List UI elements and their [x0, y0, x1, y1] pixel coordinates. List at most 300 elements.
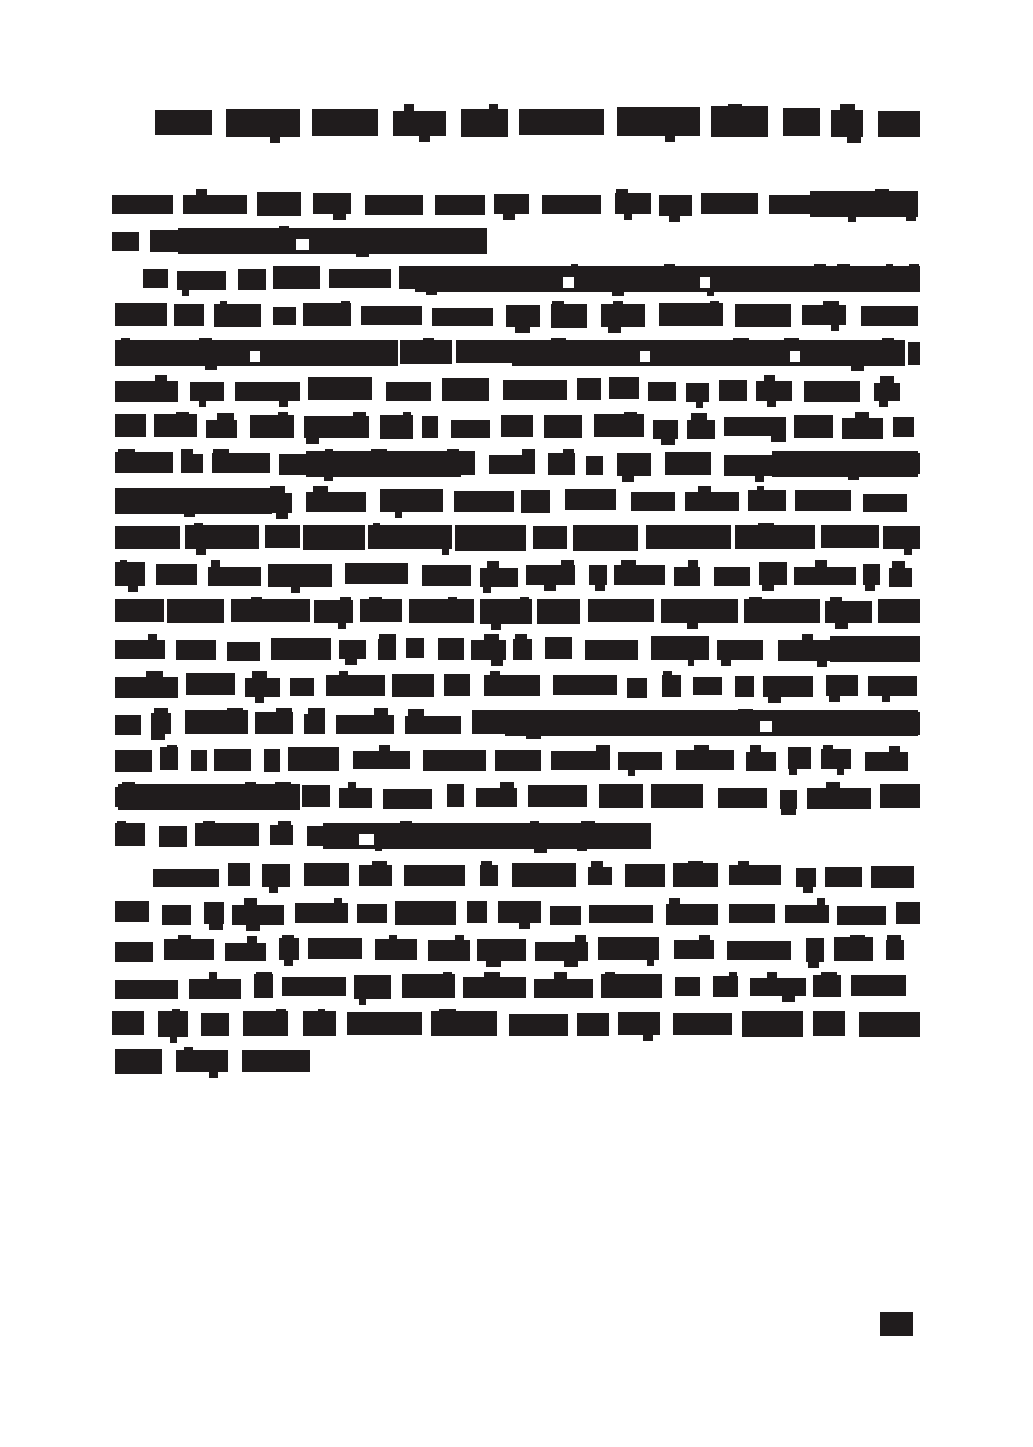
illegible-text-blob [528, 785, 587, 807]
illegible-text-blob [804, 381, 861, 401]
illegible-text-blob [403, 412, 411, 421]
illegible-text-blob [442, 378, 488, 401]
illegible-text-blob [247, 936, 257, 945]
illegible-text-blob [618, 752, 662, 771]
illegible-text-blob [759, 562, 786, 585]
illegible-text-blob [341, 301, 349, 310]
illegible-text-blob [750, 745, 761, 754]
illegible-text-blob [209, 1070, 219, 1078]
illegible-text-blob [273, 266, 320, 289]
illegible-text-blob [115, 414, 146, 437]
illegible-text-blob [423, 338, 434, 347]
illegible-text-blob [519, 109, 604, 135]
redacted-text-line [115, 710, 920, 737]
illegible-text-blob [220, 301, 228, 310]
illegible-text-blob [128, 584, 138, 592]
illegible-text-blob [443, 972, 452, 981]
illegible-text-blob [738, 861, 749, 870]
illegible-text-blob [455, 525, 525, 551]
illegible-text-blob [643, 1033, 653, 1041]
illegible-text-blob [442, 547, 449, 555]
illegible-text-blob [490, 671, 500, 680]
illegible-text-blob [345, 657, 356, 665]
illegible-text-blob [648, 382, 676, 401]
illegible-text-blob [167, 745, 177, 754]
illegible-text-blob [721, 658, 731, 666]
illegible-text-blob [422, 416, 439, 438]
illegible-text-blob [861, 306, 919, 326]
illegible-text-blob [534, 979, 593, 998]
illegible-text-blob [813, 1011, 844, 1036]
illegible-text-blob [617, 453, 651, 475]
illegible-text-blob [735, 525, 815, 549]
illegible-text-blob [227, 708, 242, 717]
redacted-text-line [115, 1049, 310, 1075]
illegible-text-blob [621, 560, 636, 569]
text-gap [790, 351, 800, 362]
illegible-text-blob [821, 525, 878, 548]
illegible-text-blob [625, 864, 664, 887]
illegible-text-blob [589, 565, 607, 585]
illegible-text-blob [694, 745, 709, 754]
illegible-text-blob [235, 382, 301, 401]
illegible-text-blob [512, 863, 576, 887]
illegible-text-blob [762, 583, 774, 591]
illegible-text-blob [663, 671, 672, 680]
illegible-text-blob [755, 474, 763, 482]
redacted-text-line [112, 228, 487, 255]
illegible-text-blob [631, 492, 676, 511]
illegible-text-blob [455, 935, 464, 944]
illegible-text-blob [238, 269, 265, 290]
illegible-text-blob [865, 752, 909, 771]
illegible-text-blob [627, 678, 648, 698]
illegible-text-blob [794, 415, 833, 437]
redacted-text-line [115, 823, 655, 850]
illegible-text-blob [199, 399, 206, 407]
redacted-text-line [115, 636, 920, 663]
illegible-text-blob [477, 939, 526, 960]
illegible-text-blob [176, 640, 216, 660]
illegible-text-blob [383, 789, 432, 809]
illegible-text-blob [178, 935, 191, 944]
illegible-text-blob [191, 750, 208, 771]
redacted-text-line [115, 377, 920, 404]
illegible-text-blob [115, 488, 272, 514]
illegible-text-blob [255, 695, 264, 703]
illegible-text-blob [115, 303, 167, 326]
illegible-text-blob [878, 599, 920, 623]
illegible-text-blob [850, 935, 865, 944]
redacted-text-line [115, 900, 920, 927]
illegible-text-blob [880, 784, 920, 808]
illegible-text-blob [699, 935, 710, 944]
illegible-text-blob [461, 109, 508, 137]
illegible-text-blob [225, 943, 265, 961]
illegible-text-blob [313, 193, 351, 214]
illegible-text-blob [837, 906, 886, 925]
redacted-text-line [115, 974, 920, 1001]
illegible-text-blob [896, 902, 920, 925]
text-gap [296, 239, 309, 250]
illegible-text-blob [515, 634, 527, 643]
illegible-text-blob [155, 110, 212, 135]
illegible-text-blob [112, 1011, 144, 1034]
illegible-text-blob [318, 1009, 325, 1018]
illegible-text-blob [306, 492, 367, 511]
illegible-text-blob [117, 821, 125, 830]
illegible-text-blob [878, 111, 920, 137]
illegible-text-blob [312, 109, 378, 136]
illegible-text-blob [520, 597, 529, 606]
illegible-text-blob [423, 750, 486, 770]
illegible-text-blob [308, 938, 362, 960]
illegible-text-blob [591, 861, 603, 870]
illegible-text-blob [379, 634, 396, 643]
illegible-text-blob [306, 436, 319, 444]
illegible-text-blob [673, 1013, 733, 1035]
illegible-text-blob [503, 212, 515, 220]
illegible-text-blob [154, 708, 169, 717]
illegible-text-blob [155, 375, 168, 384]
illegible-text-blob [268, 564, 332, 587]
illegible-text-blob [447, 784, 465, 806]
illegible-text-blob [781, 807, 796, 815]
illegible-text-blob [380, 489, 443, 512]
redacted-text-line [115, 525, 920, 552]
illegible-text-blob [628, 768, 636, 776]
illegible-text-blob [859, 1012, 920, 1037]
illegible-text-blob [279, 399, 288, 407]
illegible-text-blob [151, 732, 165, 740]
redacted-text-line [115, 937, 920, 964]
illegible-text-blob [415, 266, 920, 292]
illegible-text-blob [276, 1009, 286, 1018]
illegible-text-blob [118, 784, 300, 810]
illegible-text-blob [622, 474, 634, 482]
text-gap [760, 721, 772, 732]
illegible-text-blob [719, 380, 747, 401]
illegible-text-blob [545, 637, 572, 659]
illegible-text-blob [393, 111, 446, 137]
illegible-text-blob [115, 715, 141, 735]
illegible-text-blob [467, 901, 487, 922]
illegible-text-blob [522, 449, 535, 458]
illegible-text-blob [476, 788, 516, 807]
illegible-text-blob [143, 269, 168, 288]
illegible-text-blob [688, 560, 698, 569]
illegible-text-blob [842, 418, 883, 439]
illegible-text-blob [802, 634, 813, 643]
illegible-text-blob [871, 866, 914, 888]
illegible-text-blob [701, 193, 758, 214]
illegible-text-blob [208, 567, 260, 585]
redacted-text-line [112, 191, 918, 218]
illegible-text-blob [565, 489, 616, 510]
illegible-text-blob [278, 821, 291, 830]
text-gap [359, 834, 374, 845]
illegible-text-blob [757, 486, 765, 495]
illegible-text-blob [501, 415, 533, 437]
illegible-text-blob [506, 305, 540, 327]
illegible-text-blob [395, 901, 456, 924]
illegible-text-blob [589, 905, 653, 923]
illegible-text-blob [542, 195, 600, 214]
illegible-text-blob [339, 671, 348, 680]
illegible-text-blob [904, 547, 912, 555]
illegible-text-blob [201, 1013, 229, 1036]
page-title-line [155, 106, 920, 140]
illegible-text-blob [503, 380, 566, 400]
illegible-text-blob [696, 400, 703, 408]
illegible-text-blob [115, 980, 178, 999]
illegible-text-blob [483, 585, 491, 593]
illegible-text-blob [908, 342, 920, 364]
illegible-text-blob [365, 195, 423, 215]
illegible-text-blob [598, 937, 659, 960]
illegible-text-blob [209, 972, 217, 981]
illegible-text-blob [666, 904, 719, 925]
illegible-text-blob [167, 599, 224, 623]
illegible-text-blob [419, 134, 429, 142]
illegible-text-blob [553, 675, 616, 695]
illegible-text-blob [674, 567, 700, 586]
illegible-text-blob [575, 935, 586, 944]
page-number-block [880, 1312, 913, 1336]
illegible-text-blob [120, 560, 128, 569]
illegible-text-blob [313, 486, 328, 495]
illegible-text-blob [883, 526, 920, 548]
illegible-text-blob [596, 745, 609, 754]
illegible-text-blob [646, 525, 731, 549]
illegible-text-blob [303, 525, 364, 550]
illegible-text-blob [302, 785, 330, 807]
illegible-text-blob [714, 567, 750, 586]
illegible-text-blob [282, 977, 345, 996]
illegible-text-blob [586, 456, 603, 475]
illegible-text-blob [359, 997, 367, 1005]
illegible-text-blob [347, 1012, 422, 1036]
illegible-text-blob [669, 214, 680, 222]
illegible-text-blob [624, 412, 638, 421]
illegible-text-blob [491, 658, 503, 666]
illegible-text-blob [288, 747, 339, 771]
illegible-text-blob [354, 975, 391, 998]
illegible-text-blob [616, 189, 628, 198]
illegible-text-blob [115, 640, 165, 659]
illegible-text-blob [182, 288, 190, 296]
illegible-text-blob [226, 109, 300, 137]
illegible-text-blob [339, 788, 372, 807]
illegible-text-blob [353, 412, 366, 421]
illegible-text-blob [269, 885, 278, 893]
illegible-text-blob [763, 676, 813, 697]
illegible-text-blob [251, 597, 262, 606]
illegible-text-blob [115, 750, 152, 772]
illegible-text-blob [519, 921, 530, 929]
illegible-text-blob [146, 671, 163, 680]
illegible-text-blob [826, 782, 839, 791]
illegible-text-blob [767, 399, 776, 407]
illegible-text-blob [879, 399, 888, 407]
illegible-text-blob [768, 695, 781, 703]
illegible-text-blob [661, 437, 675, 445]
illegible-text-blob [728, 104, 743, 113]
illegible-text-blob [829, 694, 840, 702]
illegible-text-blob [435, 195, 485, 215]
illegible-text-blob [276, 511, 288, 519]
illegible-text-blob [806, 938, 824, 962]
illegible-text-blob [830, 597, 842, 606]
illegible-text-blob [810, 191, 918, 217]
illegible-text-blob [304, 714, 325, 734]
illegible-text-blob [213, 449, 228, 458]
illegible-text-blob [675, 977, 700, 996]
illegible-text-blob [817, 898, 825, 907]
illegible-text-blob [392, 674, 434, 697]
illegible-text-blob [851, 975, 906, 996]
illegible-text-blob [494, 194, 529, 215]
illegible-text-blob [693, 677, 722, 695]
illegible-text-blob [115, 1049, 162, 1074]
illegible-text-blob [729, 972, 737, 981]
illegible-text-blob [227, 642, 260, 661]
illegible-text-blob [550, 906, 582, 925]
redacted-text-line [115, 599, 920, 626]
illegible-text-blob [115, 599, 164, 622]
illegible-text-blob [252, 671, 266, 680]
illegible-text-blob [170, 1035, 177, 1043]
illegible-text-blob [498, 901, 540, 923]
illegible-text-blob [669, 898, 680, 907]
illegible-text-blob [448, 597, 457, 606]
illegible-text-blob [306, 451, 461, 477]
illegible-text-blob [246, 923, 259, 931]
illegible-text-blob [735, 304, 791, 326]
illegible-text-blob [552, 301, 565, 310]
illegible-text-blob [887, 935, 901, 944]
illegible-text-blob [746, 752, 777, 771]
illegible-text-blob [112, 232, 139, 252]
illegible-text-blob [831, 110, 863, 137]
illegible-text-blob [334, 898, 342, 907]
redacted-text-line [143, 266, 920, 293]
illegible-text-blob [404, 865, 465, 886]
illegible-text-blob [865, 583, 875, 591]
illegible-text-blob [687, 420, 715, 439]
illegible-text-blob [115, 526, 180, 549]
illegible-text-blob [815, 560, 828, 569]
text-gap [640, 351, 650, 362]
illegible-text-blob [242, 1050, 310, 1072]
illegible-text-blob [174, 304, 204, 326]
illegible-text-blob [374, 708, 387, 717]
illegible-text-blob [573, 525, 638, 551]
redacted-text-line [115, 784, 920, 811]
illegible-text-blob [270, 135, 279, 143]
illegible-text-blob [196, 189, 207, 198]
illegible-text-blob [665, 134, 675, 142]
text-gap [700, 277, 710, 288]
illegible-text-blob [373, 523, 380, 532]
illegible-text-blob [512, 340, 905, 366]
illegible-text-blob [831, 323, 839, 331]
illegible-text-blob [348, 782, 356, 791]
text-gap [563, 277, 574, 288]
illegible-text-blob [409, 599, 475, 623]
illegible-text-blob [772, 451, 918, 477]
illegible-text-blob [608, 325, 621, 333]
redacted-text-line [153, 863, 920, 890]
text-gap [250, 351, 260, 362]
illegible-text-blob [454, 491, 514, 512]
illegible-text-blob [484, 972, 500, 981]
illegible-text-blob [181, 449, 193, 458]
redacted-text-line [115, 562, 920, 589]
illegible-text-blob [112, 195, 173, 214]
illegible-text-blob [601, 304, 645, 327]
illegible-text-blob [159, 826, 187, 848]
illegible-text-blob [882, 694, 890, 702]
illegible-text-blob [544, 415, 582, 437]
illegible-text-blob [651, 636, 709, 660]
illegible-text-blob [148, 634, 157, 643]
illegible-text-blob [564, 959, 578, 967]
illegible-text-blob [617, 107, 700, 136]
illegible-text-blob [794, 567, 856, 585]
illegible-text-blob [172, 1009, 180, 1018]
illegible-text-blob [764, 375, 774, 384]
illegible-text-blob [624, 212, 632, 220]
illegible-text-blob [803, 885, 813, 893]
illegible-text-blob [750, 978, 805, 997]
illegible-text-blob [880, 376, 894, 385]
illegible-text-blob [278, 412, 288, 421]
illegible-text-blob [262, 864, 290, 887]
illegible-text-blob [521, 490, 550, 513]
illegible-text-blob [489, 104, 498, 113]
illegible-text-blob [308, 708, 324, 717]
illegible-text-blob [729, 865, 781, 886]
illegible-text-blob [495, 750, 541, 771]
illegible-text-blob [361, 306, 422, 325]
illegible-text-blob [605, 972, 615, 981]
illegible-text-blob [333, 212, 346, 220]
illegible-text-blob [823, 745, 833, 754]
illegible-text-blob [795, 490, 850, 512]
illegible-text-blob [717, 640, 763, 660]
illegible-text-blob [710, 301, 719, 310]
illegible-text-blob [785, 905, 829, 923]
illegible-text-blob [270, 486, 285, 495]
illegible-text-blob [153, 869, 219, 887]
illegible-text-blob [487, 561, 500, 570]
illegible-text-blob [190, 382, 224, 401]
illegible-text-blob [647, 958, 655, 966]
illegible-text-blob [422, 565, 472, 586]
illegible-text-blob [408, 709, 424, 718]
illegible-text-blob [231, 599, 310, 622]
illegible-text-blob [256, 972, 273, 981]
illegible-text-blob [444, 674, 470, 696]
illegible-text-blob [609, 377, 639, 399]
illegible-text-blob [595, 583, 605, 591]
illegible-text-blob [771, 434, 785, 442]
illegible-text-blob [577, 378, 601, 400]
illegible-text-blob [345, 563, 408, 584]
illegible-text-blob [304, 863, 348, 886]
illegible-text-blob [336, 715, 393, 734]
